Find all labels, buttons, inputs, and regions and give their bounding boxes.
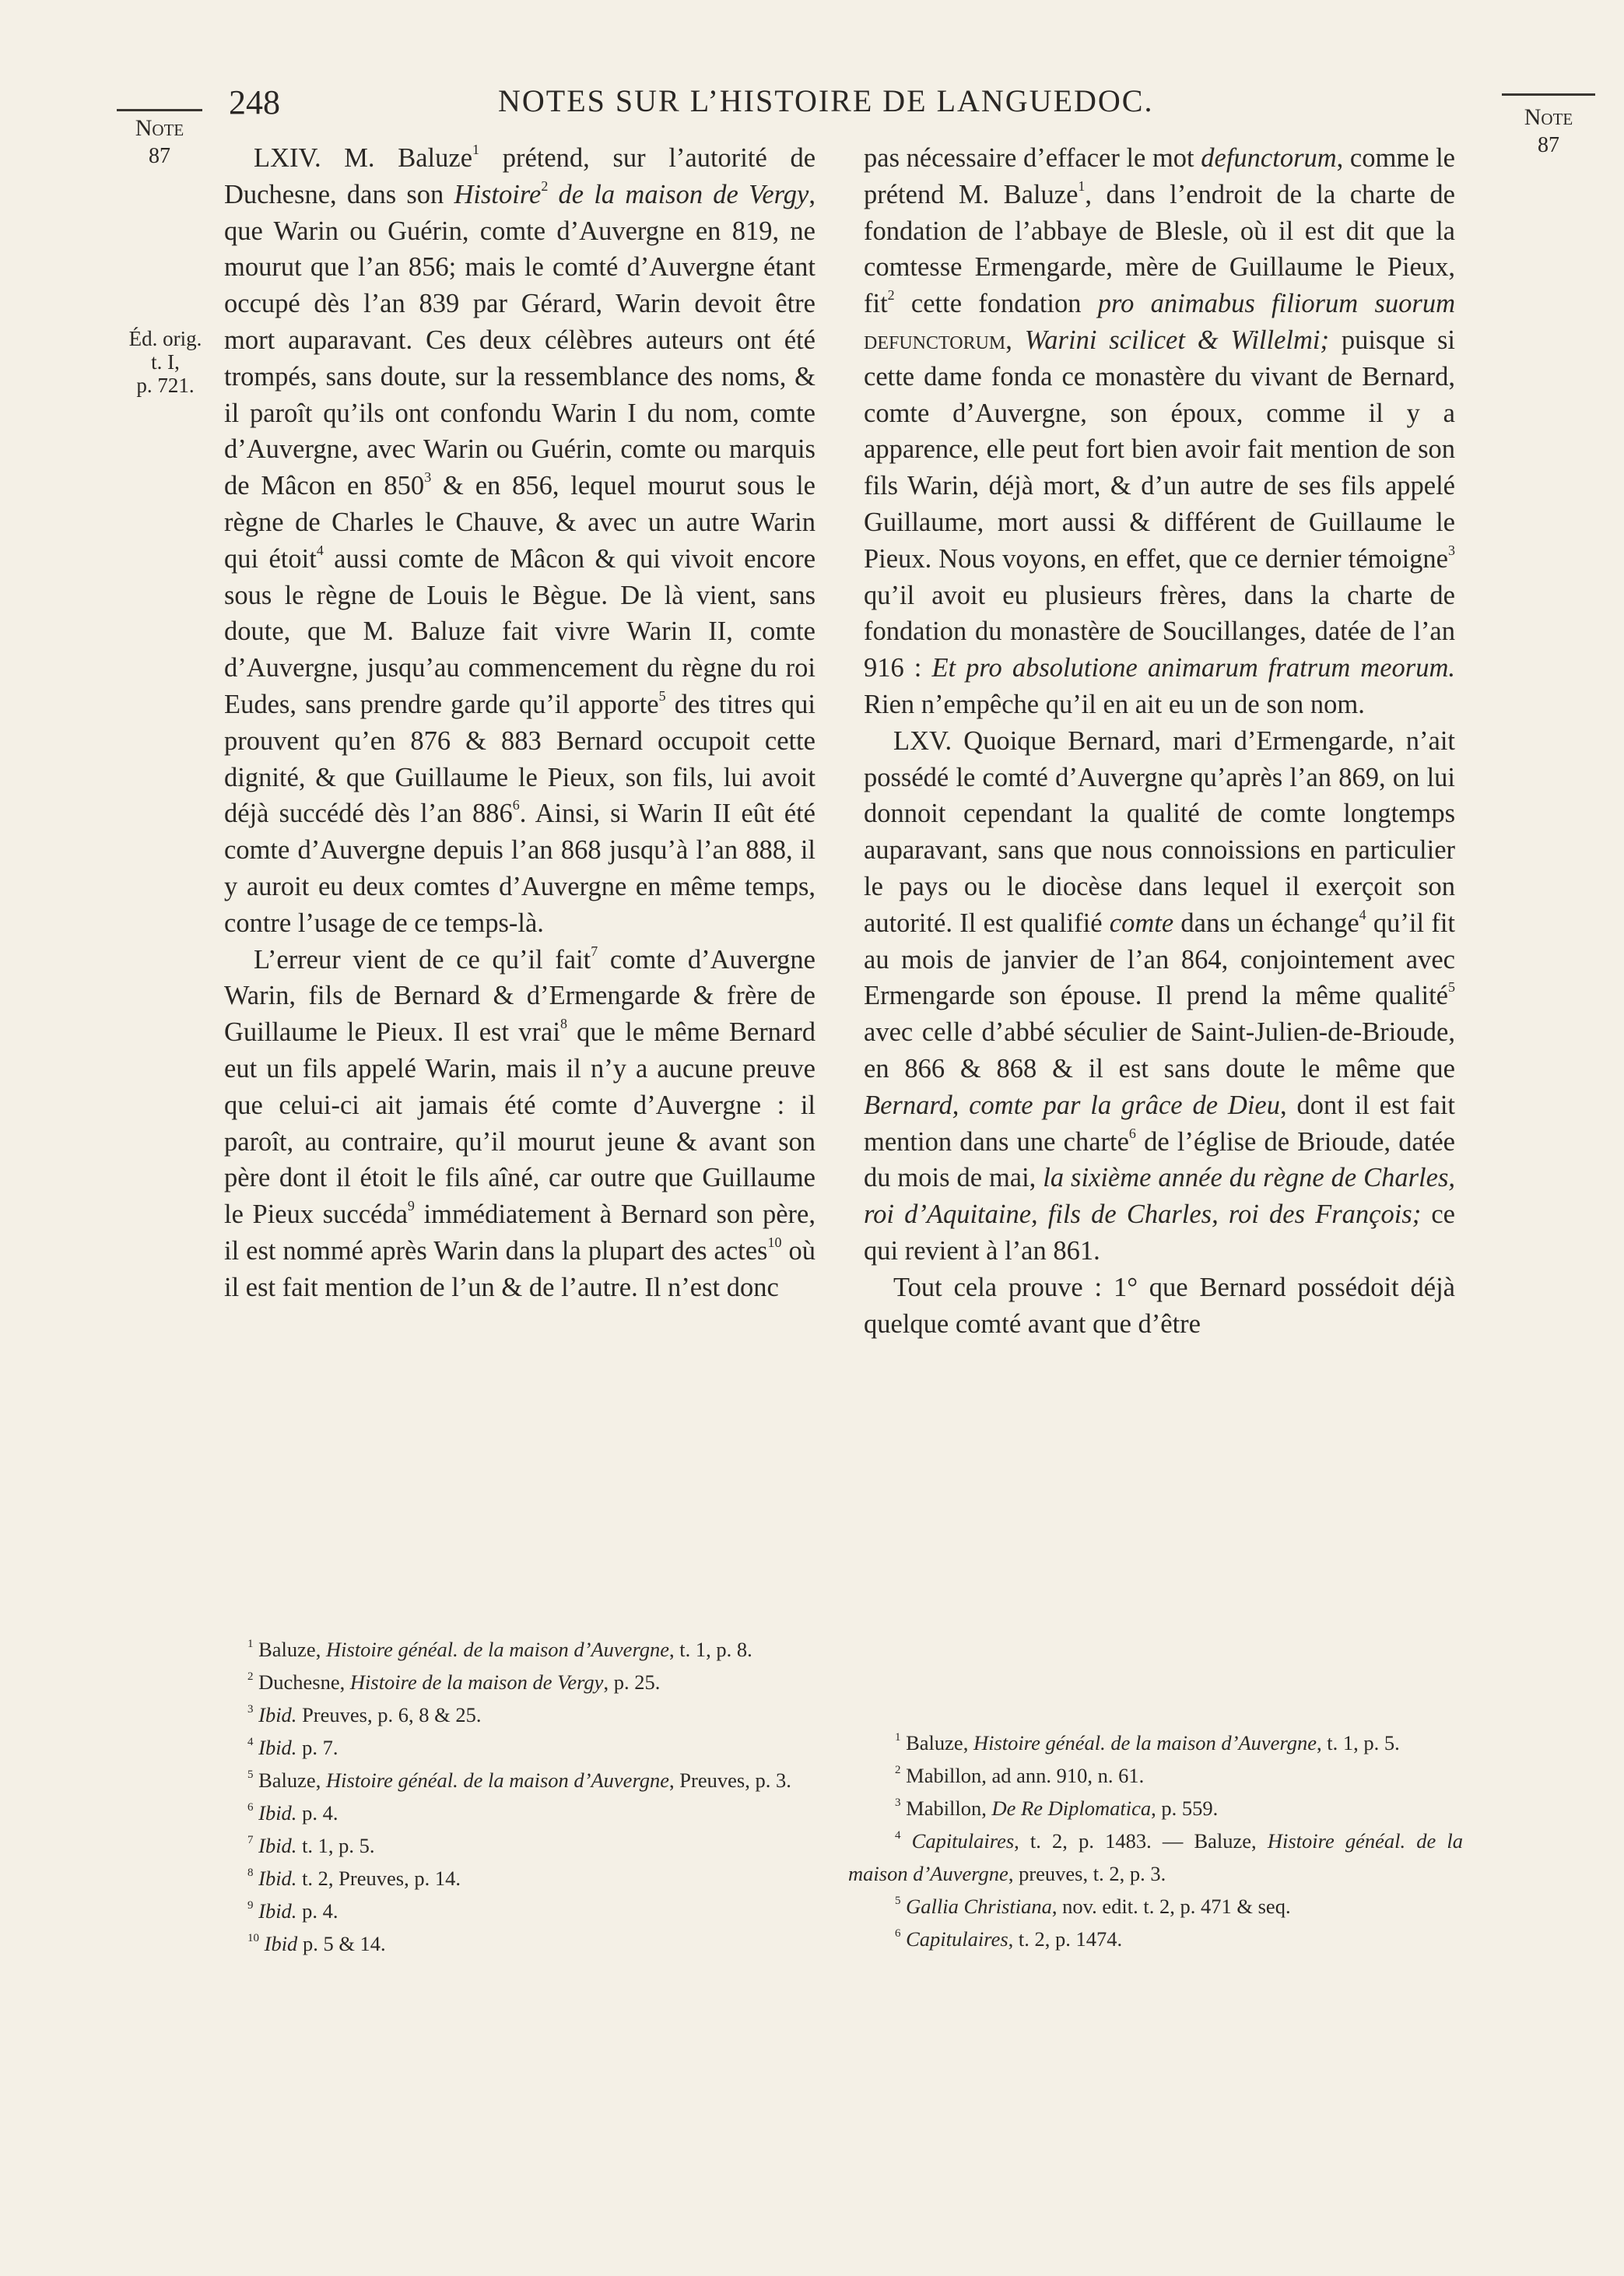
edition-reference bbox=[109, 327, 222, 397]
footnote: $^4$ Ibid. p. 7. bbox=[247, 1736, 338, 1759]
footnote: $^2$ Duchesne, Histoire de la maison de Vergy, p. 25. bbox=[247, 1670, 661, 1694]
paragraph: pas nécessaire d’effacer le mot defunctorum, comme le prétend M. Baluze$^1$, dans l’endroit de la charte de fondation de l’abbaye de Blesle, où il est dit que la comtesse Ermengarde, mère de Guillaume le Pieux, fit$^2$ cette fondation pro animabus filiorum suorum defunctorum, Warini scilicet & Willelmi; puisque si cette dame fonda ce monastère du vivant de Bernard, comte d’Auvergne, son époux, comme il y a apparence, elle peut fort bien avoir fait mention de son fils Warin, déjà mort, & d’un autre de ses fils appelé Guillaume, mort aussi & différent de Guillaume le Pieux. Nous voyons, en effet, que ce dernier témoigne$^3$ qu’il avoit eu plusieurs frères, dans la charte de fondation du monastère de Soucillanges, datée de l’an 916 : Et pro absolutione animarum fratrum meorum. Rien n’empêche qu’il en ait eu un de son nom. bbox=[864, 143, 1456, 719]
footnote: $^3$ Mabillon, De Re Diplomatica, p. 559. bbox=[895, 1797, 1219, 1820]
paragraph-lxiv: LXIV. M. Baluze$^1$ prétend, sur l’autorité de Duchesne, dans son Histoire$^2$ de la maison de Vergy, que Warin ou Guérin, comte d’Auvergne en 819, ne mourut que l’an 856; mais le comté d’Auvergne étant occupé dès l’an 839 par Gérard, Warin devoit être mort auparavant. Ces deux célèbres auteurs ont été trompés, sans doute, sur la ressemblance des noms, & il paroît qu’ils ont confondu Warin I du nom, comte d’Auvergne, avec Warin ou Guérin, comte ou marquis de Mâcon en $850^3$ & en 856, lequel mourut sous le règne de Charles le Chauve, & avec un autre Warin qui étoit$^4$ aussi comte de Mâcon & qui vivoit encore sous le règne de Louis le Bègue. De là vient, sans doute, que M. Baluze fait vivre Warin II, comte d’Auvergne, jusqu’au commencement du règne du roi Eudes, sans prendre garde qu’il apporte$^5$ des titres qui prouvent qu’en 876 & 883 Bernard occupoit cette dignité, & que Guillaume le Pieux, son fils, lui avoit déjà succédé dès l’an $886^6$. Ainsi, si Warin II eût été comte d’Auvergne depuis l’an 868 jusqu’à l’an 888, il y auroit eu deux comtes d’Auvergne en même temps, contre l’usage de ce temps-là. bbox=[224, 142, 816, 938]
margin-note-right bbox=[1502, 93, 1595, 160]
footnote: $^6$ Ibid. p. 4. bbox=[247, 1801, 338, 1825]
margin-note-left bbox=[117, 109, 202, 170]
footnote: $^5$ Baluze, Histoire généal. de la maison d’Auvergne, Preuves, p. 3. bbox=[247, 1768, 791, 1792]
footnote: $^7$ Ibid. t. 1, p. 5. bbox=[247, 1834, 375, 1857]
paragraph: L’erreur vient de ce qu’il fait$^7$ comte d’Auvergne Warin, fils de Bernard & d’Ermengarde & frère de Guillaume le Pieux. Il est vrai$^8$ que le même Bernard eut un fils appelé Warin, mais il n’y a aucune preuve que celui-ci ait jamais été comte d’Auvergne : il paroît, au contraire, qu’il mourut jeune & avant son père dont il étoit le fils aîné, car outre que Guillaume le Pieux succéda$^9$ immédiatement à Bernard son père, il est nommé après Warin dans la plupart des actes$^{10}$ où il est fait mention de l’un & de l’autre. Il n’est donc bbox=[224, 943, 816, 1302]
running-head: NOTES SUR L’HISTOIRE DE LANGUEDOC. bbox=[498, 83, 1154, 118]
footnote: $^5$ Gallia Christiana, nov. edit. t. 2, p. 471 & seq. bbox=[895, 1895, 1291, 1918]
paragraph: Tout cela prouve : 1° que Bernard possédoit déjà quelque comté avant que d’être bbox=[864, 1272, 1455, 1339]
footnote: $^8$ Ibid. t. 2, Preuves, p. 14. bbox=[247, 1867, 461, 1890]
note-number: 87 bbox=[149, 144, 170, 168]
paragraph-lxv: LXV. Quoique Bernard, mari d’Ermengarde, n’ait possédé le comté d’Auvergne qu’après l’an 869, on lui donnoit cependant la qualité de comte longtemps auparavant, sans que nous connoissions en particulier le pays ou le diocèse dans lequel il exerçoit son autorité. Il est qualifié comte dans un échange$^4$ qu’il fit au mois de janvier de l’an 864, conjointement avec Ermengarde son épouse. Il prend la même qualité$^5$ avec celle d’abbé séculier de Saint-Julien-de-Brioude, en 866 & 868 & il est sans doute le même que Bernard, comte par la grâce de Dieu, dont il est fait mention dans une charte$^6$ de l’église de Brioude, datée du mois de mai, la sixième année du règne de Charles, roi d’Aquitaine, fils de Charles, roi des François; ce qui revient à l’an 861. bbox=[864, 725, 1455, 1266]
footnote: $^1$ Baluze, Histoire généal. de la maison d’Auvergne, t. 1, p. 5. bbox=[895, 1731, 1400, 1754]
footnotes-left bbox=[201, 1633, 816, 1960]
ed-orig-line: t. I, bbox=[151, 350, 180, 374]
note-label: Note bbox=[1524, 104, 1573, 130]
ed-orig-line: Éd. orig. bbox=[128, 327, 202, 350]
footnote: $^2$ Mabillon, ad ann. 910, n. 61. bbox=[895, 1764, 1145, 1787]
footnote: $^1$ Baluze, Histoire généal. de la maison d’Auvergne, t. 1, p. 8. bbox=[247, 1638, 752, 1661]
right-column bbox=[864, 140, 1455, 1342]
ed-orig-line: p. 721. bbox=[136, 374, 195, 397]
note-number: 87 bbox=[1538, 133, 1559, 157]
footnote: $^{10}$ Ibid p. 5 & 14. bbox=[247, 1932, 386, 1955]
note-label: Note bbox=[135, 115, 184, 141]
footnote: $^9$ Ibid. p. 4. bbox=[247, 1899, 338, 1923]
page-number: 248 bbox=[229, 83, 280, 121]
footnotes-right bbox=[848, 1726, 1463, 1955]
left-column bbox=[224, 140, 816, 1306]
footnote: $^3$ Ibid. Preuves, p. 6, 8 & 25. bbox=[247, 1703, 482, 1726]
footnote: $^6$ Capitulaires, t. 2, p. 1474. bbox=[895, 1927, 1123, 1951]
footnote: $^4$ Capitulaires, t. 2, p. 1483. — Baluze, Histoire généal. de la maison d’Auvergne, preuves, t. 2, p. 3. bbox=[848, 1829, 1464, 1885]
